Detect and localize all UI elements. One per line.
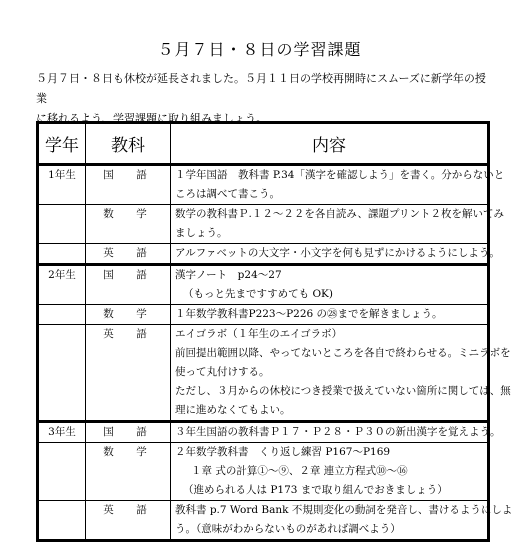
subject-cell: 英 語 [86, 244, 171, 265]
grade-cell [38, 205, 86, 244]
table-row [38, 165, 489, 205]
intro-line: に移れるよう、学習課題に取り組みましょう。 [36, 112, 267, 125]
content-line: エイゴラボ（１年生のエイゴラボ） [175, 328, 343, 340]
grade-cell [38, 325, 86, 422]
table-row [38, 305, 489, 325]
content-line: 使って丸付けする。 [175, 366, 270, 378]
content-line: アルファベットの大文字・小文字を何も見ずにかけるようにしよう。 [175, 247, 500, 259]
content-line: ２年数学教科書 くり返し練習 P167～P169 [175, 446, 391, 458]
content-line: ３年生国語の教科書Ｐ１７・Ｐ２８・Ｐ３０の新出漢字を覚えよう。 [175, 426, 501, 438]
subject-cell: 国 語 [86, 265, 171, 305]
subject-cell: 英 語 [86, 501, 171, 541]
content-cell [171, 422, 501, 443]
content-line: ただし、３月からの休校につき授業で扱えていない箇所に関しては、無 [175, 385, 511, 397]
content-line: 教科書 p.7 Word Bank 不規則変化の動詞を発音し、書けるようにしよ [175, 504, 513, 516]
header-subject: 教科 [86, 123, 171, 165]
content-cell [171, 244, 500, 265]
table-row [38, 265, 489, 305]
content-cell [171, 205, 505, 244]
page-title: ５月７日・８日の学習課題 [157, 40, 362, 59]
subject-cell: 国 語 [86, 165, 171, 205]
table-row [38, 244, 489, 265]
content-cell [171, 443, 489, 501]
subject-cell: 数 学 [86, 205, 171, 244]
content-cell [171, 305, 489, 325]
content-line: （進められる人は P173 まで取り組んでおきましょう） [183, 484, 448, 496]
content-line: う。（意味がわからないものがあれば調べよう） [175, 523, 401, 535]
grade-cell [38, 443, 86, 501]
grade-cell [38, 501, 86, 541]
content-line: １年数学教科書P223～P226 の㉘までを解きましょう。 [175, 308, 443, 320]
table-row [38, 205, 489, 244]
table-row [38, 325, 489, 422]
subject-cell: 国 語 [86, 422, 171, 443]
table-row [38, 422, 489, 443]
subject-cell: 数 学 [86, 443, 171, 501]
content-line: ころは調べて書こう。 [175, 188, 280, 200]
table-row [38, 443, 489, 501]
content-line: ましょう。 [175, 227, 228, 239]
content-line: １学年国語 教科書 P.34「漢字を確認しよう」を書く。分からないと [175, 169, 505, 181]
subject-cell: 英 語 [86, 325, 171, 422]
content-cell [171, 165, 505, 205]
content-line: 理に進めなくてもよい。 [175, 404, 291, 416]
content-cell [171, 501, 513, 541]
header-grade: 学年 [38, 123, 86, 165]
grade-cell: 3年生 [38, 422, 86, 443]
content-line: 数学の教科書Ｐ.１２～２２を各自読み、課題プリント２枚を解いてみ [175, 208, 505, 220]
grade-cell [38, 244, 86, 265]
grade-cell: 1年生 [38, 165, 86, 205]
header-content: 内容 [171, 123, 489, 165]
subject-cell: 数 学 [86, 305, 171, 325]
content-line: （もっと先まですすめても OK) [183, 288, 333, 300]
table-row [38, 501, 489, 541]
content-cell [171, 265, 489, 305]
grade-cell [38, 305, 86, 325]
header-row [38, 123, 489, 165]
content-line: 前回提出範囲以降、やってないところを各自で終わらせる。ミニラボを [175, 347, 511, 359]
content-line: 漢字ノート p24～27 [175, 269, 282, 281]
intro-line: ５月７日・８日も休校が延長されました。５月１１日の学校再開時にスムーズに新学年の授業 [36, 72, 486, 105]
assignment-table [36, 121, 513, 542]
intro-text [36, 69, 496, 129]
grade-cell: 2年生 [38, 265, 86, 305]
content-line: １章 式の計算①～⑨、２章 連立方程式⑩～⑯ [191, 465, 408, 477]
content-cell [171, 325, 511, 422]
